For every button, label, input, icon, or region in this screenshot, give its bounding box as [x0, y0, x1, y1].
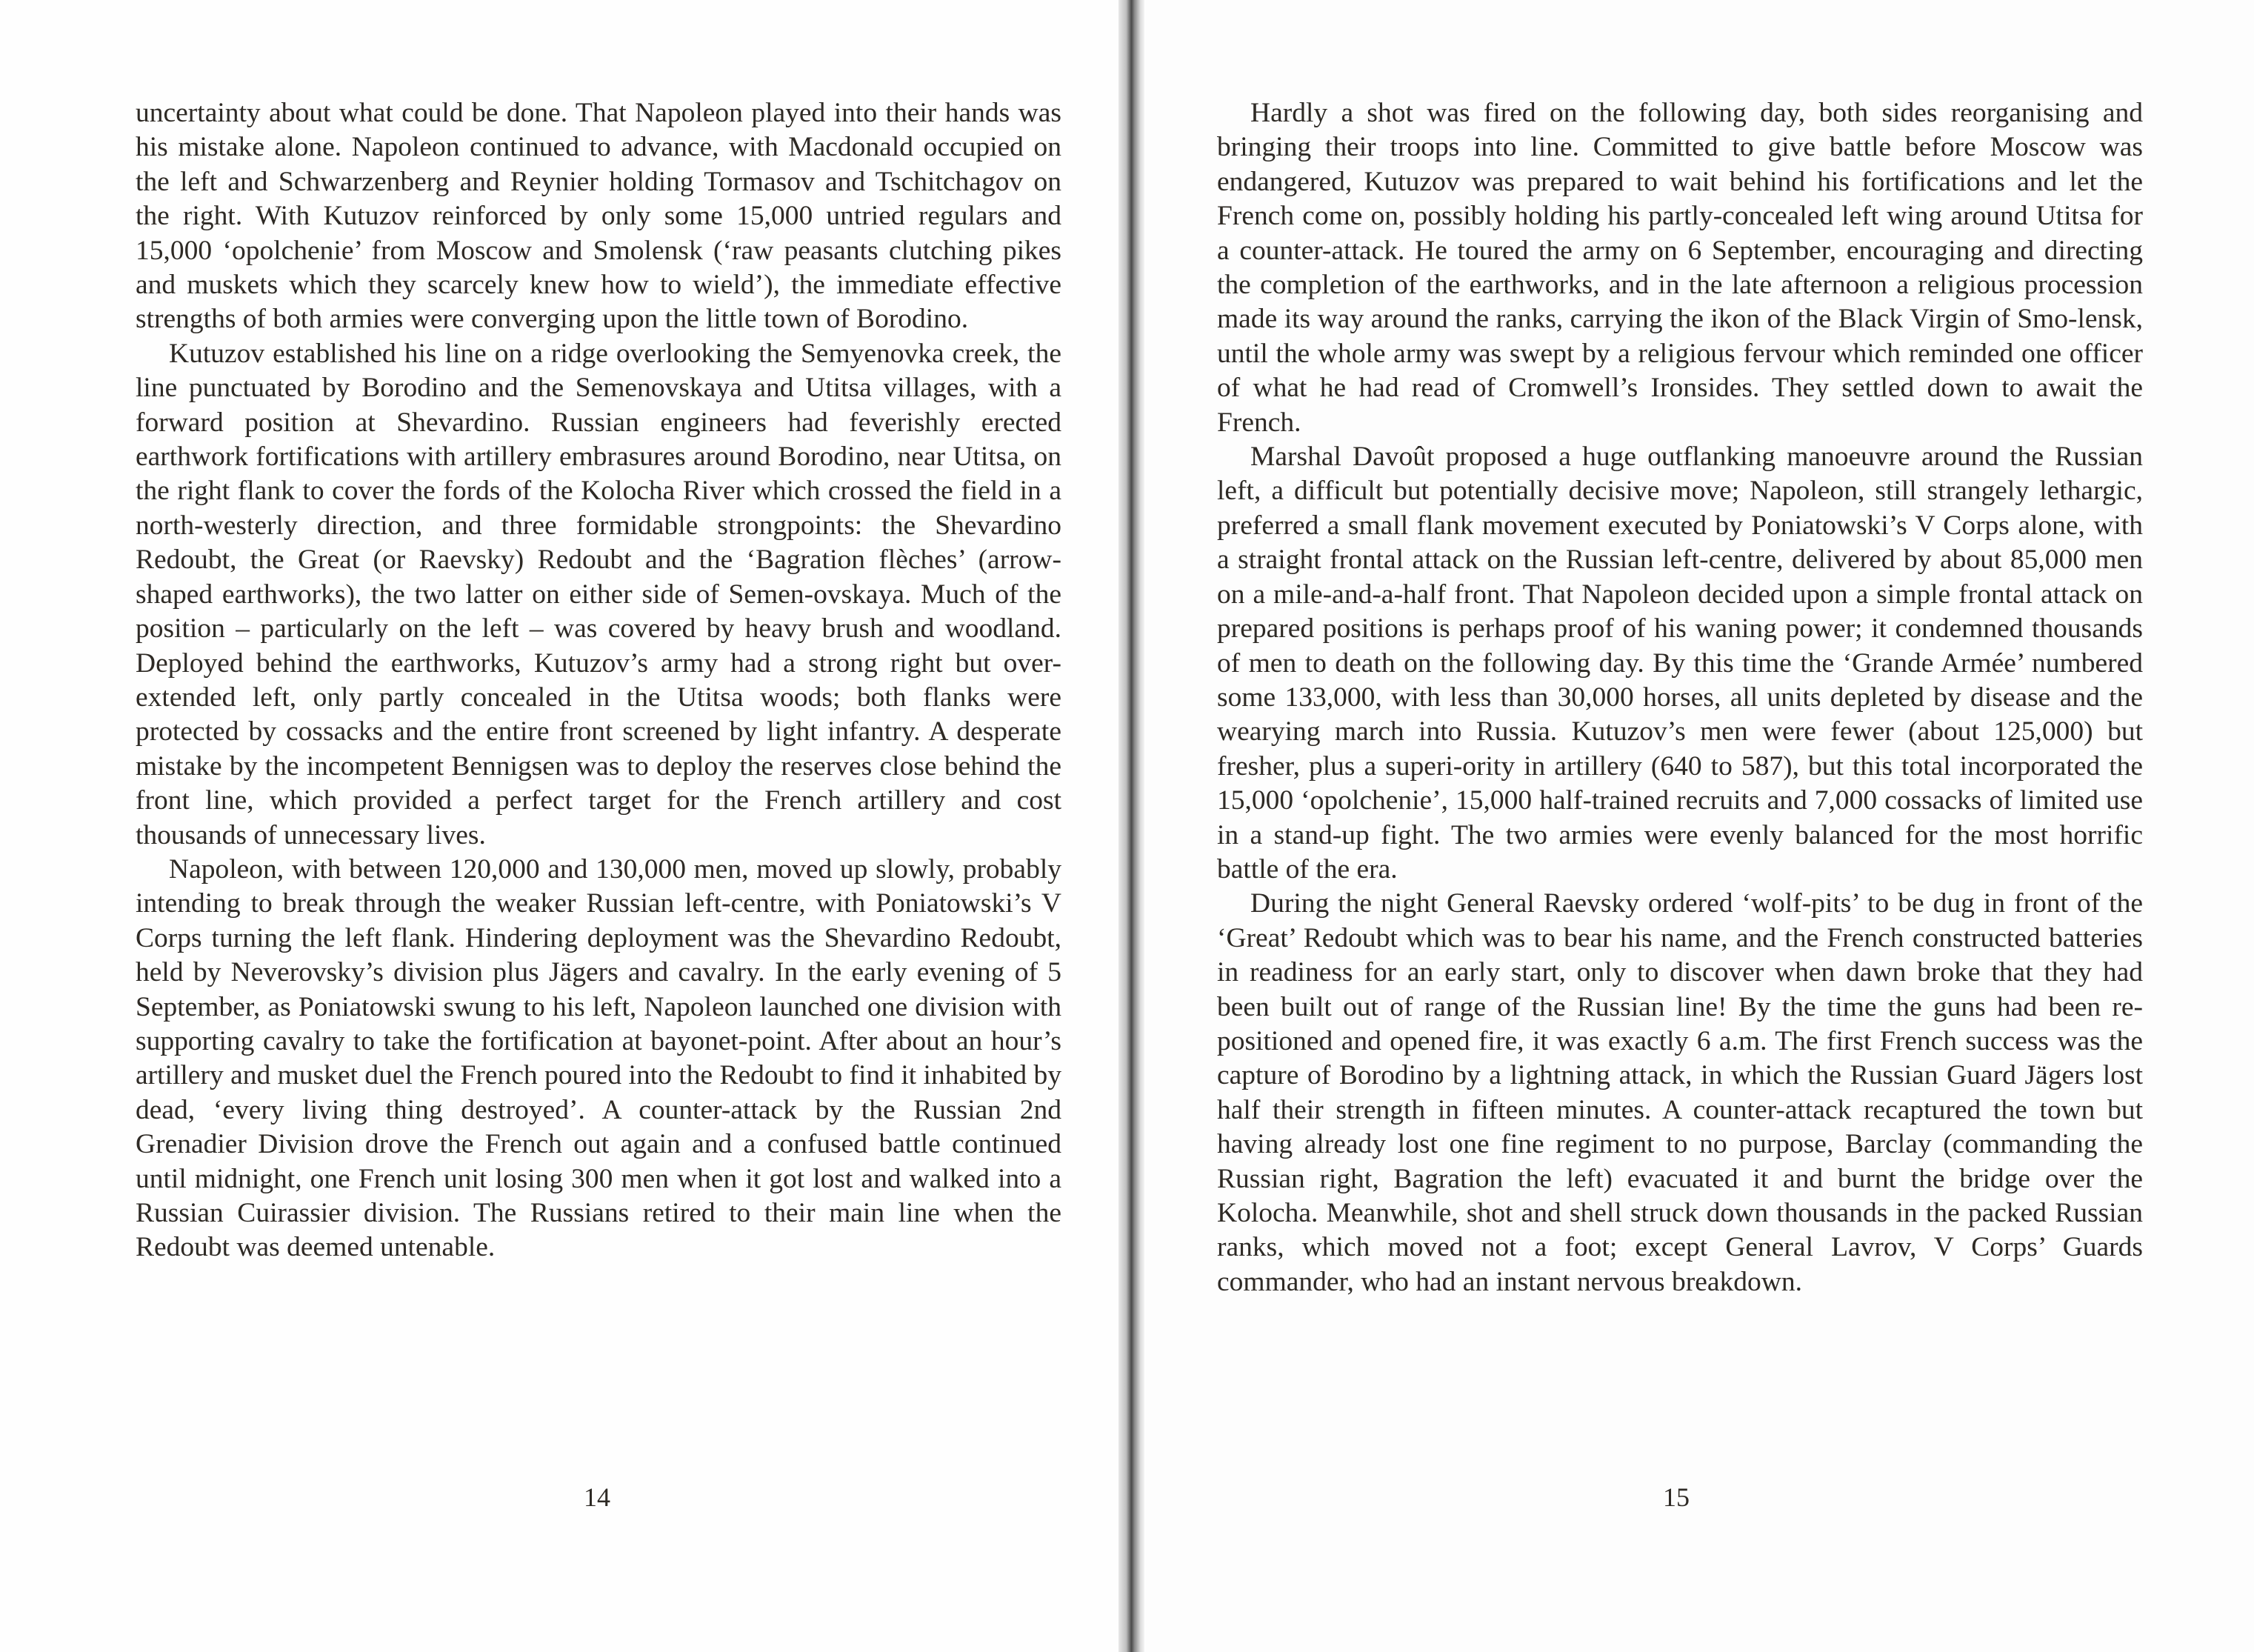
left-paragraph-2: Kutuzov established his line on a ridge overlooking the Semyenovka creek, the line punctuated by Borodino and the Semenovskaya and Utitsa villages, with a forward position at Shevardino. Russian engineers had feverishly erected earthwork fortifications with artillery embrasures around Borodino, near Utitsa, on the right flank to cover the fords of the Kolocha River which crossed the field in a north-westerly direction, and three formidable strongpoints: the Shevardino Redoubt, the Great (or Raevsky) Redoubt and the ‘Bagration flèches’ (arrow-shaped earthworks), the two latter on either side of Semen-ovskaya. Much of the position – particularly on the left – was covered by heavy brush and woodland. Deployed behind the earthworks, Kutuzov’s army had a strong right but over-extended left, only partly concealed in the Utitsa woods; both flanks were protected by cossacks and the entire front screened by light infantry. A desperate mistake by the incompetent Bennigsen was to deploy the reserves close behind the front line, which provided a perfect target for the French artillery and cost thousands of unnecessary lives. [136, 338, 1061, 850]
left-page-number: 14 [584, 1482, 610, 1512]
left-page-text [136, 96, 1061, 1265]
book-gutter [1118, 0, 1144, 1652]
right-page-number: 15 [1663, 1482, 1690, 1512]
right-paragraph-3: During the night General Raevsky ordered ‘wolf-pits’ to be dug in front of the ‘Great’ Redoubt which was to bear his name, and the French constructed batteries in readiness for an early start, only to discover when dawn broke that they had been built out of range of the Russian line! By the time the guns had been re-positioned and opened fire, it was exactly 6 a.m. The first French success was the capture of Borodino by a lightning attack, in which the Russian Guard Jägers lost half their strength in fifteen minutes. A counter-attack recaptured the town but having already lost one fine regiment to no purpose, Barclay (commanding the Russian right, Bagration the left) evacuated it and burnt the bridge over the Kolocha. Meanwhile, shot and shell struck down thousands in the packed Russian ranks, which moved not a foot; except General Lavrov, V Corps’ Guards commander, who had an instant nervous breakdown. [1217, 888, 2143, 1297]
right-paragraph-1: Hardly a shot was fired on the following day, both sides reorganising and bringing their troops into line. Committed to give battle before Moscow was endangered, Kutuzov was prepared to wait behind his fortifications and let the French come on, possibly holding his partly-concealed left wing around Utitsa for a counter-attack. He toured the army on 6 September, encouraging and directing the completion of the earthworks, and in the late afternoon a religious procession made its way around the ranks, carrying the ikon of the Black Virgin of Smo-lensk, until the whole army was swept by a religious fervour which reminded one officer of what he had read of Cromwell’s Ironsides. They settled down to await the French. [1217, 98, 2143, 438]
left-paragraph-1: uncertainty about what could be done. That Napoleon played into their hands was his mistake alone. Napoleon continued to advance, with Macdonald occupied on the left and Schwarzenberg and Reynier holding Tormasov and Tschitchagov on the right. With Kutuzov reinforced by only some 15,000 untried regulars and 15,000 ‘opolchenie’ from Moscow and Smolensk (‘raw peasants clutching pikes and muskets which they scarcely knew how to wield’), the immediate effective strengths of both armies were converging upon the little town of Borodino. [136, 98, 1061, 335]
right-page-text [1217, 96, 2143, 1299]
right-paragraph-2: Marshal Davoût proposed a huge outflanking manoeuvre around the Russian left, a difficult but potentially decisive move; Napoleon, still strangely lethargic, preferred a small flank movement executed by Poniatowski’s V Corps alone, with a straight frontal attack on the Russian left-centre, delivered by about 85,000 men on a mile-and-a-half front. That Napoleon decided upon a simple frontal attack on prepared positions is perhaps proof of his waning power; it condemned thousands of men to death on the following day. By this time the ‘Grande Armée’ numbered some 133,000, with less than 30,000 horses, all units depleted by disease and the wearying march into Russia. Kutuzov’s men were fewer (about 125,000) but fresher, plus a superi-ority in artillery (640 to 587), but this total incorporated the 15,000 ‘opolchenie’, 15,000 half-trained recruits and 7,000 cossacks of limited use in a stand-up fight. The two armies were evenly balanced for the most horrific battle of the era. [1217, 442, 2143, 885]
left-paragraph-3: Napoleon, with between 120,000 and 130,000 men, moved up slowly, probably intending to break through the weaker Russian left-centre, with Poniatowski’s V Corps turning the left flank. Hindering deployment was the Shevardino Redoubt, held by Neverovsky’s division plus Jägers and cavalry. In the early evening of 5 September, as Poniatowski swung to his left, Napoleon launched one division with supporting cavalry to take the fortification at bayonet-point. After about an hour’s artillery and musket duel the French poured into the Redoubt to find it inhabited by dead, ‘every living thing destroyed’. A counter-attack by the Russian 2nd Grenadier Division drove the French out again and a confused battle continued until midnight, one French unit losing 300 men when it got lost and walked into a Russian Cuirassier division. The Russians retired to their main line when the Redoubt was deemed untenable. [136, 853, 1061, 1263]
